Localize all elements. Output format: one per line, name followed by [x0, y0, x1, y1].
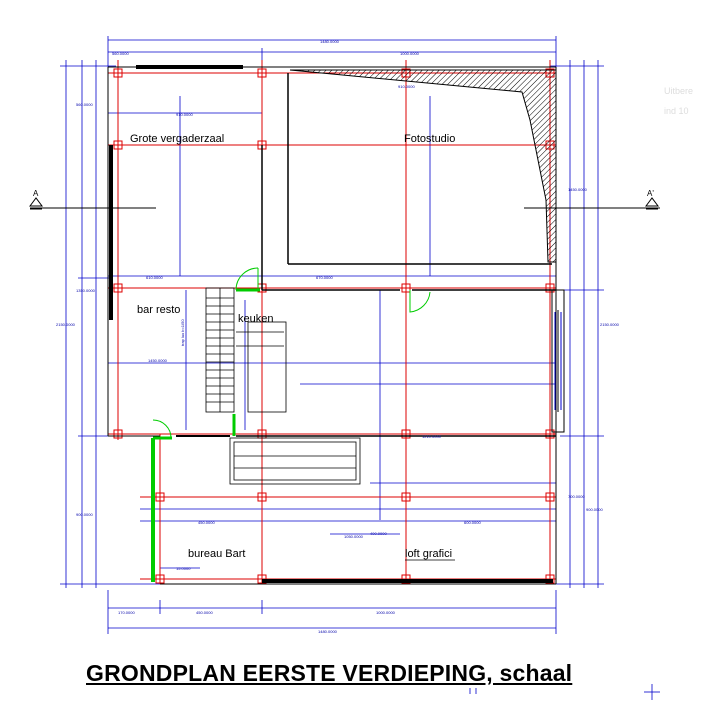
dim-left-b: 1350.0000: [76, 288, 95, 293]
section-label-right: A': [647, 189, 654, 198]
dim-left-total: 2150.0000: [56, 322, 75, 327]
dim-inner-e: 1450.0000: [148, 358, 167, 363]
dim-inner-f: 1050.0000: [344, 534, 363, 539]
dim-right-c: 700.0000: [568, 494, 585, 499]
staircase: [206, 288, 234, 412]
room-label-office: bureau Bart: [188, 548, 246, 560]
dim-right-b: 900.0000: [586, 507, 603, 512]
dim-small: 15.0000: [176, 566, 191, 571]
kitchen-counter: [236, 322, 286, 412]
dim-bottom-b: 450.0000: [196, 610, 213, 615]
room-label-loft: loft grafici: [405, 548, 453, 560]
dim-inner-g: 1210.0000: [422, 434, 441, 439]
dim-bottom-total: 1480.0000: [318, 629, 337, 634]
dim-bottom-c: 1000.0000: [376, 610, 395, 615]
dim-top-left: 560.0000: [112, 51, 129, 56]
section-label-left: A: [33, 189, 39, 198]
ghost-text-2: ind 10: [664, 106, 689, 116]
dim-left-a: 560.0000: [76, 102, 93, 107]
room-label-meeting: Grote vergaderzaal: [130, 133, 225, 145]
dim-inner-c: 610.0000: [146, 275, 163, 280]
dim-inner-h: 600.0000: [464, 520, 481, 525]
dim-inner-d: 670.0000: [316, 275, 333, 280]
doors: [153, 268, 430, 582]
room-label-kitchen: keuken: [238, 313, 274, 325]
dim-bottom-a: 170.0000: [118, 610, 135, 615]
stair-note: trap lux b=1/50: [180, 319, 185, 346]
dim-inner-a: 910.0000: [176, 112, 193, 117]
dim-inner-b: 910.0000: [398, 84, 415, 89]
hatched-wall: [290, 70, 556, 262]
drawing-title: GRONDPLAN EERSTE VERDIEPING, schaal: [86, 660, 573, 686]
room-label-studio: Fotostudio: [404, 133, 456, 145]
section-line: [30, 198, 660, 209]
room-label-bar: bar resto: [137, 304, 181, 316]
ghost-text-1: Uitbere: [664, 86, 694, 96]
dim-right-a: 1450.0000: [568, 187, 587, 192]
dim-left-c: 900.0000: [76, 512, 93, 517]
bar-counter: [230, 438, 360, 484]
dim-top-right: 1000.0000: [400, 51, 419, 56]
dim-top-total: 1480.0000: [320, 39, 339, 44]
dim-inner-j: 400.0000: [370, 531, 387, 536]
dim-right-total: 2150.0000: [600, 322, 619, 327]
dimension-lines: [60, 36, 604, 634]
dim-inner-i: 450.0000: [198, 520, 215, 525]
